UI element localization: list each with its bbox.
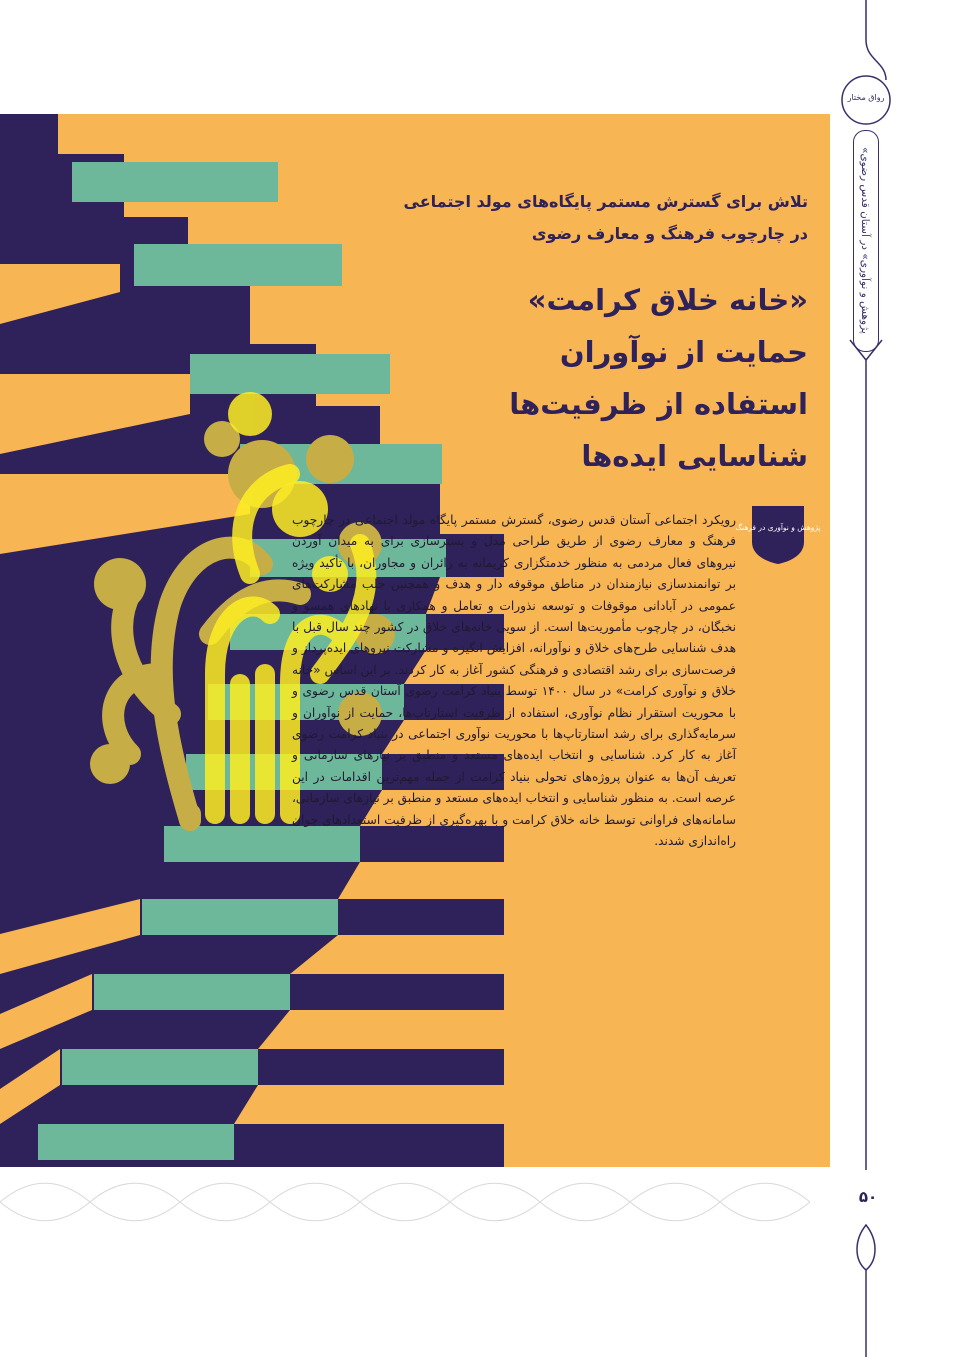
title-line-3: استفاده از ظرفیت‌ها	[509, 387, 808, 421]
badge-text: پژوهش و نوآوری در فرهنگ	[735, 523, 821, 532]
page-number: ۵۰	[858, 1188, 878, 1206]
subtitle-line-2: در چارچوب فرهنگ و معارف رضوی	[531, 224, 808, 243]
series-label: «پژوهش و نوآوری» در آستان قدس رضوی	[859, 146, 871, 334]
section-badge	[735, 502, 821, 566]
title-line-2: حمایت از نوآوران	[559, 335, 808, 369]
article-panel	[0, 114, 830, 1167]
subtitle-line-1: تلاش برای گسترش مستمر پایگاه‌های مولد اجتماعی	[403, 192, 808, 211]
article-body: رویکرد اجتماعی آستان قدس رضوی، گسترش مستمر پایگاه مولد اجتماعی در چارچوب فرهنگ و معارف رضوی از طریق طراحی مدل و بسترسازی برای به میدان آوردن نیروهای فعال مردمی به منظور خدمتگزاری کریمانه به زائران و مجاوران، با تأکید ویژه بر توانمندسازی نیازمندان در مناطق موقوفه دار و هدف و همچنین جلب مشارکت‌های عمومی در آبادانی موقوفات و توسعه نذورات و تعامل و همکاری با نهادهای همسو و نخبگان، در چارچوب مأموریت‌ها است. از سویی خانه‌های خلاق در کشور چند سال قبل با هدف شناسایی طرح‌های خلاق و نوآورانه، افزایش انگیزه و مشارکت نیروهای ایده‌پرداز و فرصت‌سازی برای رشد اقتصادی و فرهنگی کشور آغاز به کار کردند. بر این اساس «خانه خلاق و نوآوری کرامت» در سال ۱۴۰۰ توسط بنیاد کرامت رضوی آستان قدس رضوی و با محوریت استقرار نظام نوآوری، استفاده از ظرفیت استارتاپ‌ها، حمایت از نوآوران و سرمایه‌گذاری برای رشد استارتاپ‌ها با محوریت نوآوری اجتماعی در بنیاد کرامت رضوی آغاز به کار کرد. شناسایی و انتخاب ایده‌های مستعد و منطبق بر نیازهای سازمانی و تعریف آن‌ها به عنوان پروژه‌های تحولی بنیاد کرامت از جمله مهم‌ترین اقدامات در این عرصه است. به منظور شناسایی و انتخاب ایده‌های مستعد و منطبق بر نیازهای سازمانی، سامانه‌های فراوانی توسط خانه خلاق کرامت و با بهره‌گیری از ظرفیت استعدادهای جوان راه‌اندازی شدند.	[292, 513, 737, 849]
title-line-4: شناسایی ایده‌ها	[581, 439, 808, 473]
article-title	[338, 274, 808, 482]
logo-text: رواق مختار	[847, 93, 885, 102]
title-line-1: «خانه خلاق کرامت»	[527, 283, 808, 317]
article-subtitle	[288, 186, 808, 250]
decorative-pattern	[0, 1172, 830, 1232]
